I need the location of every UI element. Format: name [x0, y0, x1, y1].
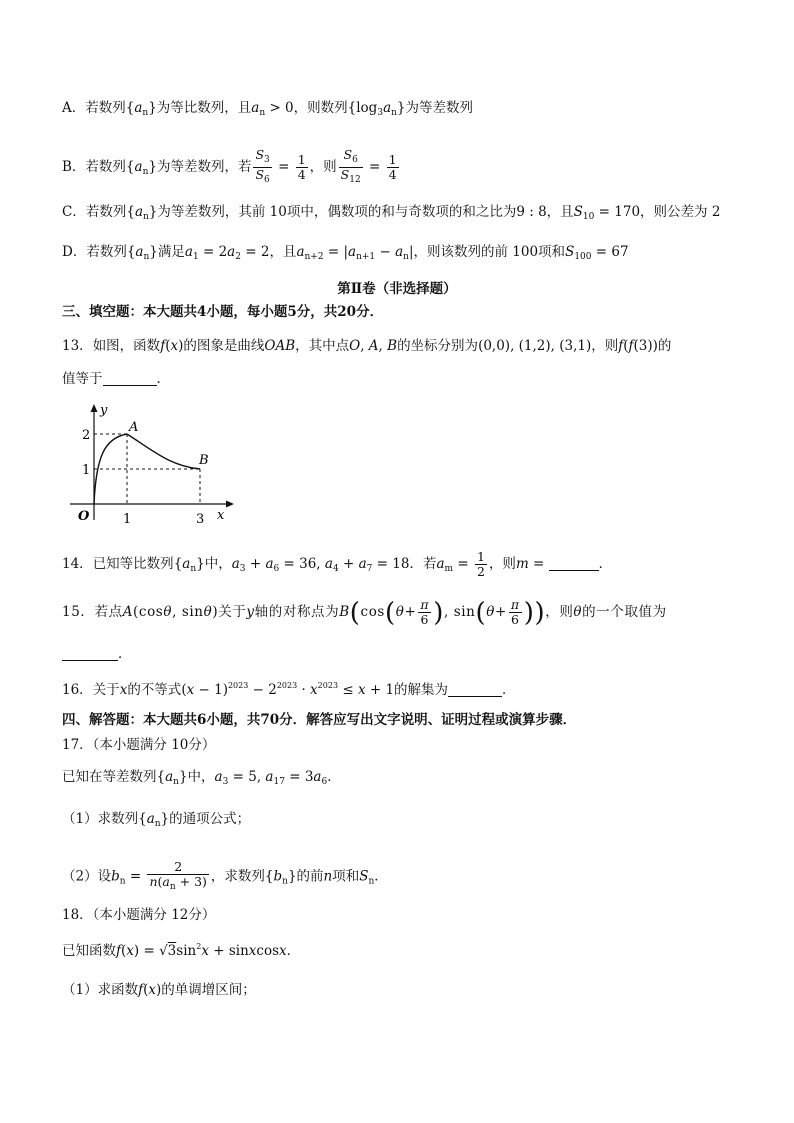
fraction: $\frac{S_6}{S_{12}}$: [340, 147, 361, 185]
q17-text: （1）求数列: [62, 811, 139, 827]
answer-blank[interactable]: [448, 682, 502, 697]
question-16: 16．关于x的不等式$(x - 1)^{2023} - 2^{2023} \cdot x^{2023} \le x + 1$的解集为 ．: [62, 681, 516, 698]
q16-text: 的不等式: [127, 682, 182, 698]
option-a-text: ，则数列: [293, 100, 348, 116]
q18-text: 的单调增区间；: [161, 982, 256, 998]
option-c-text: 若数列: [85, 204, 127, 220]
option-c-text: 为等差数列，其前 10项中，偶数项的和与奇数项的和之比为: [157, 204, 517, 220]
q17-text: 中，: [187, 769, 215, 785]
q17-text: ．: [374, 868, 388, 885]
origin-label: O: [78, 509, 90, 524]
fraction: $\frac{1}{4}$: [388, 152, 397, 182]
option-d-text: 满足: [157, 244, 185, 260]
q17-text: （2）设: [62, 868, 112, 885]
option-c-ratio: 9 : 8: [516, 204, 547, 220]
option-c-text: ，且: [546, 204, 574, 220]
point-b-label: B: [199, 453, 209, 468]
question-17-part-2: （2）设$b_n$ = $\frac{2}{n(a_n + 3)}$ ，求数列$\{b_n\}$的前n项和$S_n$．: [62, 859, 388, 892]
curve-ab: [127, 434, 200, 469]
q13-text: 值等于: [62, 371, 103, 387]
option-c: C．若数列$\{a_n\}$为等差数列，其前 10项中，偶数项的和与奇数项的和之比为9 : 8，且$S_{10} = 170$，则公差为 2: [62, 204, 721, 222]
x-tick-1: 1: [123, 512, 132, 526]
q14-text: 已知等比数列: [92, 556, 174, 572]
y-axis-arrow: [91, 404, 98, 412]
option-d-text: 若数列: [86, 244, 127, 260]
option-c-label: C．: [62, 204, 86, 220]
x-tick-3: 3: [196, 512, 205, 526]
q16-text: ．: [502, 682, 516, 698]
fraction: $\frac{\pi}{6}$: [510, 597, 520, 627]
q15-text: ，则: [545, 604, 574, 620]
y-axis-label: y: [100, 403, 108, 418]
option-b-text: ，则: [309, 159, 337, 175]
option-d: D．若数列$\{a_n\}$满足$a_1 = 2a_2 = 2$，且$a_{n+2} = |a_{n+1} - a_n|$，则该数列的前 100项和$S_{100} = 67$: [62, 244, 629, 262]
q15-text: ．: [118, 646, 132, 662]
option-a: A．若数列$\{a_n\}$为等比数列，且$a_n > 0$，则数列$\{\log_3a_n\}$为等差数列: [62, 100, 474, 118]
q17-text: 项和: [332, 868, 360, 885]
q15-text: 轴的对称点为: [254, 604, 340, 620]
q16-text: 关于: [92, 682, 120, 698]
option-b-label: B．: [62, 159, 86, 175]
fraction: $\frac{2}{n(a_n + 3)}$: [149, 859, 207, 892]
option-a-text: 为等差数列: [405, 100, 474, 116]
option-b: B．若数列$\{a_n\}$为等差数列，若 $\frac{S_3}{S_6}$ = $\frac{1}{4}$ ，则 $\frac{S_6}{S_{12}}$ = $\frac{1}{4}$: [62, 147, 397, 185]
q13-text: 的: [657, 338, 672, 354]
question-17-title: 17．（本小题满分 10分）: [62, 737, 216, 753]
q14-text: ，则: [488, 556, 516, 572]
question-15-line-2: [62, 645, 132, 663]
option-c-text: ，则公差为 2: [640, 204, 721, 220]
q13-text: ．: [156, 371, 170, 387]
q18-text: 已知函数: [62, 943, 116, 959]
fraction: $\frac{1}{2}$: [476, 549, 485, 579]
q16-text: 的解集为: [394, 682, 449, 698]
question-number: 16．: [62, 682, 93, 698]
q17-text: 已知在等差数列: [62, 769, 157, 785]
fraction: $\frac{1}{4}$: [297, 152, 306, 182]
y-tick-1: 1: [82, 463, 91, 478]
q17-text: ，求数列: [210, 868, 265, 885]
question-18-stem: 已知函数$f(x) = √3\sin^2x$ + sinxcosx．: [62, 942, 301, 959]
q14-text: ．: [598, 556, 613, 572]
option-d-text: ，且: [269, 244, 297, 260]
section-3-header: 三、填空题：本大题共4小题，每小题5分，共20分．: [62, 304, 384, 320]
point-a-label: A: [129, 420, 139, 435]
option-a-text: 若数列: [85, 100, 126, 116]
q18-text: （1）求函数: [62, 982, 139, 998]
q13-text: 的图象是曲线: [183, 338, 265, 354]
question-number: 14．: [62, 556, 93, 572]
q17-text: 的通项公式；: [169, 811, 251, 827]
fraction: $\frac{S_3}{S_6}$: [255, 147, 270, 185]
option-d-label: D．: [62, 244, 87, 260]
q13-text: 如图，函数: [92, 338, 161, 354]
question-17-part-1: （1）求数列$\{a_n\}$的通项公式；: [62, 811, 251, 829]
question-13-line-1: 13．如图，函数f(x)的图象是曲线OAB，其中点O, A, B的坐标分别为(0,0), (1,2), (3,1)，则f(f(3))的: [62, 338, 672, 354]
fraction: $\frac{\pi}{6}$: [420, 597, 430, 627]
function-graph: [60, 398, 240, 526]
curve-oa: [94, 434, 127, 504]
question-14: 14．已知等比数列$\{a_n\}$中，$a_3 + a_6 = 36$, $a_4 + a_7 = 18$．若$a_m$ = $\frac{1}{2}$ ，则m = ．: [62, 549, 613, 579]
section-4-header: 四、解答题：本大题共6小题，共70分．解答应写出文字说明、证明过程或演算步骤．: [62, 712, 577, 728]
question-15-line-1: 15．若点A(cosθ, sinθ)关于y轴的对称点为B(cos(θ+ $\frac{\pi}{6}$ ), sin(θ+ $\frac{\pi}{6}$ ))，则θ的一个取值为: [62, 597, 667, 628]
q13-text: ，其中点: [295, 338, 350, 354]
question-18-title: 18．（本小题满分 12分）: [62, 907, 216, 923]
q18-text: ．: [286, 943, 301, 959]
q15-text: 的一个取值为: [582, 604, 667, 620]
q14-text: 中，: [204, 556, 232, 572]
option-a-label: A．: [62, 100, 86, 116]
option-b-text: 若数列: [85, 159, 126, 175]
y-tick-2: 2: [82, 428, 91, 443]
question-number: 13．: [62, 338, 93, 354]
q15-text: 关于: [218, 604, 247, 620]
answer-blank[interactable]: [103, 371, 157, 386]
question-number: 15．: [62, 604, 95, 620]
option-a-text: 为等比数列，且: [156, 100, 252, 116]
option-b-text: 为等差数列，若: [156, 159, 252, 175]
q14-text: ．若: [409, 556, 437, 572]
question-17-stem: 已知在等差数列$\{a_n\}$中，$a_3 = 5$, $a_{17} = 3a_6$．: [62, 769, 341, 787]
option-d-text: ，则该数列的前 100项和: [413, 244, 566, 260]
section-2-title: 第Ⅱ卷（非选择题）: [337, 281, 457, 297]
answer-blank[interactable]: [62, 646, 118, 661]
q13-text: ，则: [591, 338, 619, 354]
question-13-line-2: [62, 370, 170, 388]
q15-text: 若点: [94, 604, 123, 620]
question-18-part-1: （1）求函数f(x)的单调增区间；: [62, 982, 256, 998]
answer-blank[interactable]: [549, 556, 599, 571]
x-axis-label: x: [217, 508, 225, 523]
x-axis-arrow: [226, 501, 234, 508]
q17-text: 的前: [296, 868, 324, 885]
q13-text: 的坐标分别为: [397, 338, 479, 354]
